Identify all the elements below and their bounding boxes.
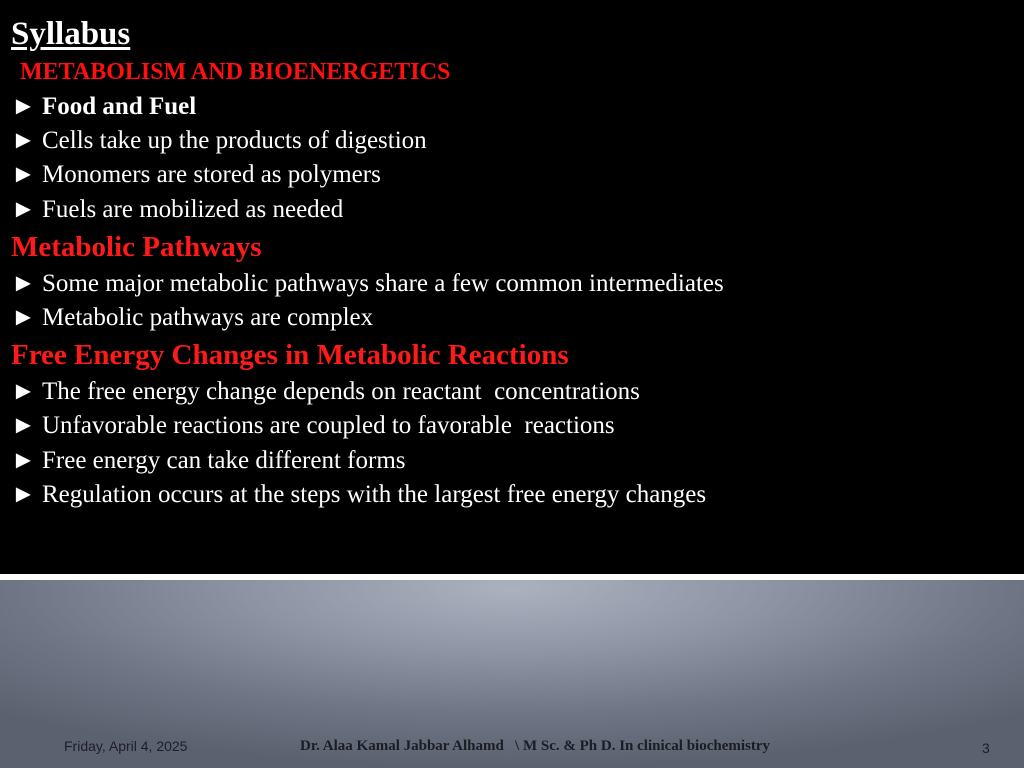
bullet-arrow-icon: ► (11, 446, 36, 474)
bullet-text: Fuels are mobilized as needed (42, 195, 344, 223)
bullet-text: Food and Fuel (42, 93, 197, 120)
bullet-text: Monomers are stored as polymers (42, 161, 381, 189)
bullet-arrow-icon: ► (11, 161, 36, 189)
slide-title: Syllabus (11, 16, 131, 52)
bullet-arrow-icon: ► (11, 304, 36, 332)
slide-subtitle: METABOLISM AND BIOENERGETICS (20, 59, 451, 85)
bullet-arrow-icon: ► (11, 93, 36, 120)
bullet-item (11, 158, 724, 192)
bullet-text: Free energy can take different forms (42, 446, 406, 474)
bullet-item (11, 409, 724, 443)
footer-author: Dr. Alaa Kamal Jabbar Alhamd \ M Sc. & Ph D. In clinical biochemistry (300, 738, 771, 754)
bullet-text: Metabolic pathways are complex (42, 304, 374, 332)
bullet-item (11, 375, 724, 409)
bullet-text: Unfavorable reactions are coupled to favorable reactions (42, 412, 615, 440)
bullet-item (11, 478, 724, 512)
footer-date: Friday, April 4, 2025 (64, 738, 188, 754)
section-heading-metabolic-pathways: Metabolic Pathways (11, 230, 262, 263)
slide-text-block (11, 14, 724, 512)
bullet-item (11, 193, 724, 227)
bullet-arrow-icon: ► (11, 412, 36, 440)
bullet-arrow-icon: ► (11, 269, 36, 297)
bullet-text: Cells take up the products of digestion (42, 127, 427, 155)
bullet-arrow-icon: ► (11, 378, 36, 406)
section-heading-free-energy: Free Energy Changes in Metabolic Reactions (11, 339, 569, 372)
bullet-arrow-icon: ► (11, 127, 36, 155)
bullet-item (11, 444, 724, 478)
bullet-item (11, 90, 724, 124)
bullet-text: Regulation occurs at the steps with the largest free energy changes (42, 480, 707, 508)
bullet-arrow-icon: ► (11, 480, 36, 508)
bullet-item (11, 124, 724, 158)
bullet-item (11, 267, 724, 301)
bullet-item (11, 301, 724, 335)
bullet-arrow-icon: ► (11, 195, 36, 223)
bullet-text: Some major metabolic pathways share a few common intermediates (42, 269, 724, 297)
footer-page-number: 3 (982, 740, 990, 756)
bullet-text: The free energy change depends on reactant concentrations (42, 378, 640, 406)
